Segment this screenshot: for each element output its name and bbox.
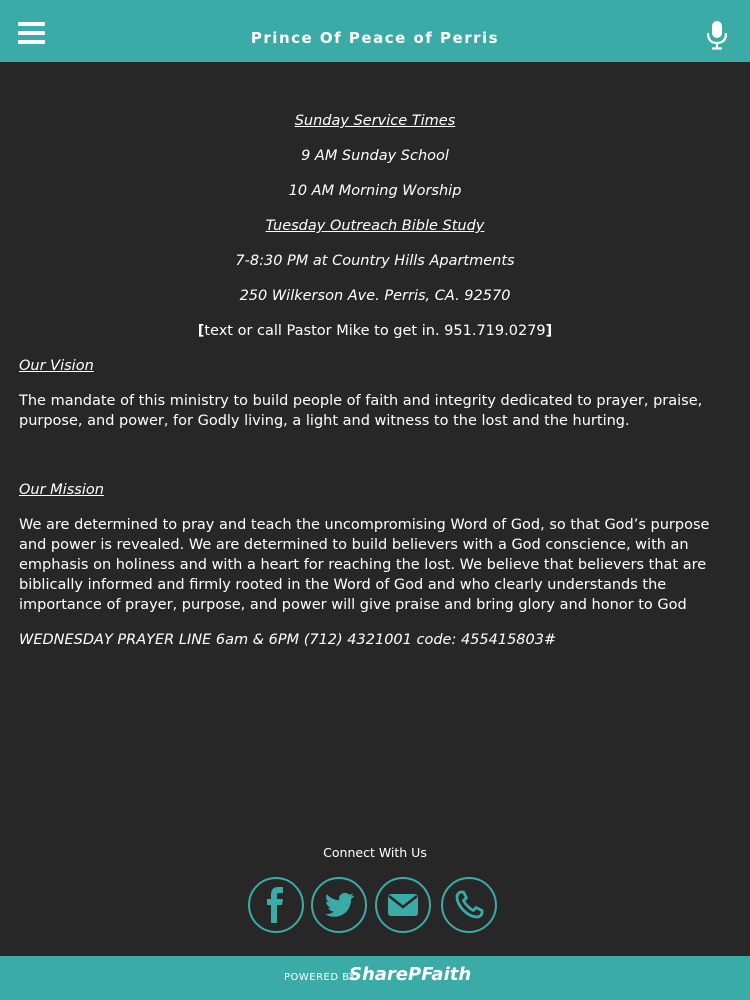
app-header [0,0,750,62]
bible-study-time-line: 7-8:30 PM at Country Hills Apartments [235,253,515,269]
social-links [248,877,500,933]
powered-by-label: POWERED BY [284,972,356,983]
facebook-icon[interactable] [248,877,304,933]
contact-bracket-open: [ [197,323,205,339]
app-title: Prince Of Peace of Perris [250,29,500,47]
morning-worship-line: 10 AM Morning Worship [288,183,462,199]
contact-bracket-close: ] [545,323,553,339]
twitter-icon[interactable] [311,877,367,933]
connect-label: Connect With Us [323,845,427,860]
app-footer [0,956,750,1000]
phone-icon[interactable] [441,877,497,933]
mission-heading: Our Mission [19,482,104,498]
sharefaith-logo[interactable]: SharePFaith [349,964,472,985]
mission-body: We are determined to pray and teach the uncompromising Word of God, so that God’s purpose and power is revealed. We are determined to build believers with a God conscience, with an emphasis on holiness and with a heart for reaching the lost. We believe that believers that are biblically informed and firmly rooted in the Word of God and who clearly understands the importance of prayer, purpose, and power will give praise and bring glory and honor to God [19,517,710,613]
sunday-school-line: 9 AM Sunday School [301,148,449,164]
contact-text: text or call Pastor Mike to get in. 951.719.0279 [204,323,546,339]
microphone-icon[interactable] [705,20,729,50]
email-icon[interactable] [375,877,431,933]
address-line: 250 Wilkerson Ave. Perris, CA. 92570 [239,288,511,304]
contact-line [19,321,731,341]
vision-body: The mandate of this ministry to build people of faith and integrity dedicated to prayer, praise, purpose, and power, for Godly living, a light and witness to the lost and the hurting. [19,393,703,429]
prayer-line: WEDNESDAY PRAYER LINE 6am & 6PM (712) 4321001 code: 455415803# [19,632,557,648]
service-times-heading: Sunday Service Times [294,113,456,129]
bible-study-heading: Tuesday Outreach Bible Study [265,218,485,234]
vision-heading: Our Vision [19,358,94,374]
main-content [19,107,731,650]
